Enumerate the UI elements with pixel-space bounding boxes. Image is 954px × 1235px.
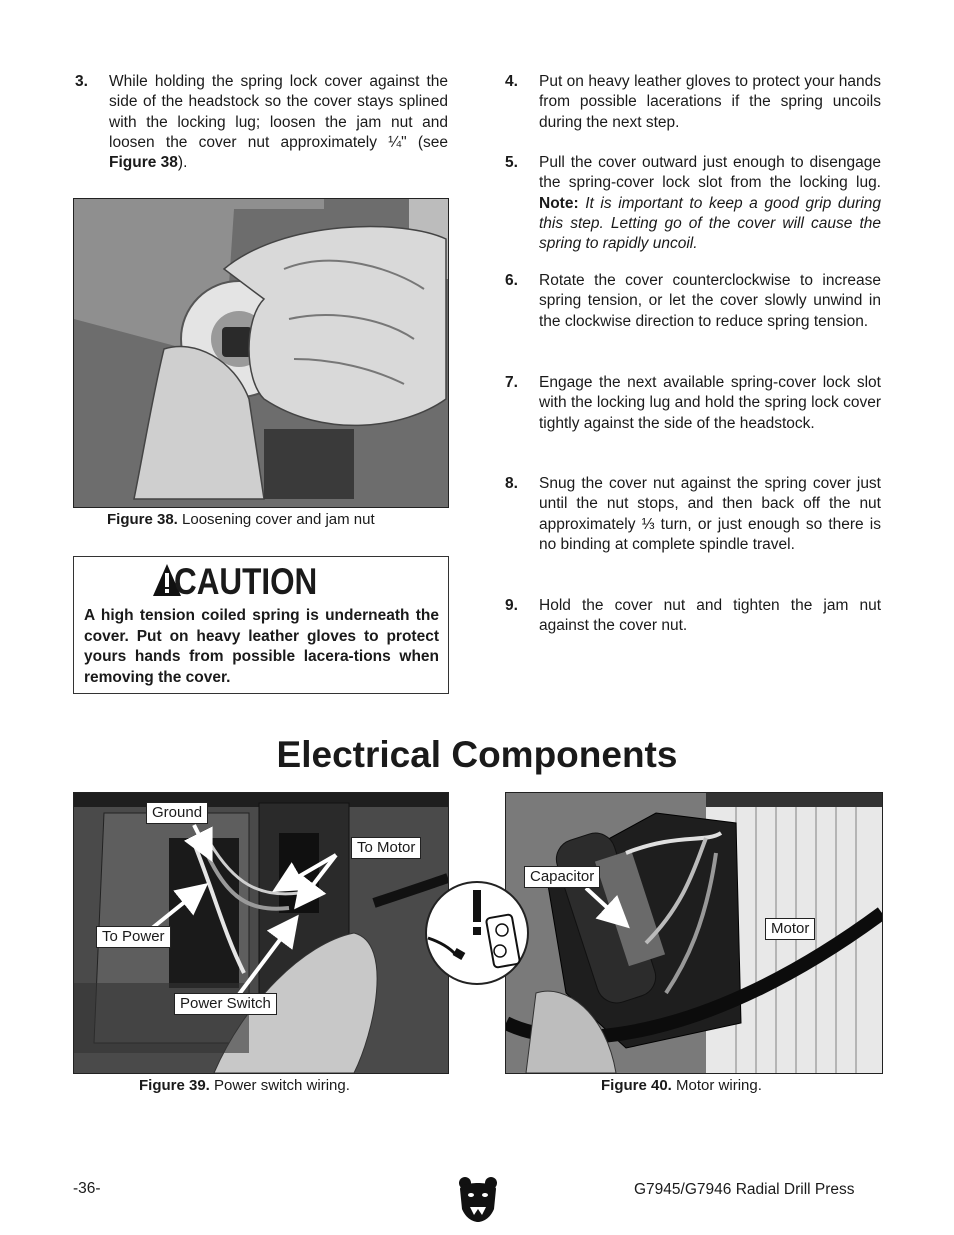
loosening-cover-illustration [74, 199, 448, 507]
step-text: Snug the cover nut against the spring cover just until the nut stops, and then back off the nut approximately ⅓ turn, or just enough so there is no binding at complete spindle travel. [539, 475, 881, 553]
step-9 [505, 596, 881, 638]
step-text: Hold the cover nut and tighten the jam nut against the cover nut. [539, 597, 881, 635]
callout-power-switch: Power Switch [174, 993, 277, 1015]
caution-title: CAUTION [174, 561, 318, 602]
callout-to-motor: To Motor [351, 837, 421, 859]
callout-arrows [506, 793, 882, 1073]
step-number: 7. [505, 374, 518, 391]
step-6 [505, 271, 881, 353]
step-number: 8. [505, 475, 518, 492]
section-heading: Electrical Components [276, 734, 678, 775]
figure-40-photo [505, 792, 883, 1074]
bear-logo-icon [456, 1175, 500, 1223]
step-text: Engage the next available spring-cover lock slot with the locking lug and hold the spring lock cover tightly against the side of the headstock. [539, 374, 881, 432]
step-number: 4. [505, 73, 518, 90]
callout-to-power: To Power [96, 926, 171, 948]
step-number: 3. [75, 73, 88, 90]
step-text: Pull the cover outward just enough to disengage the spring-cover lock slot from the locking lug. Note: It is important to keep a good grip during this step. Letting go of the cover will cause the spring to rapidly uncoil. [539, 154, 881, 253]
callout-capacitor: Capacitor [524, 866, 600, 888]
callout-motor: Motor [765, 918, 815, 940]
step-text: While holding the spring lock cover against the side of the headstock so the cover stays splined with the locking lug; loosen the jam nut and loosen the cover nut approximately ¼" (see Figure 38). [109, 73, 448, 172]
step-3 [75, 72, 448, 177]
figure-39-caption: Figure 39. Power switch wiring. [139, 1077, 350, 1094]
caution-box [73, 556, 449, 694]
unplug-warning-icon [424, 880, 530, 986]
figure-38-caption: Figure 38. Loosening cover and jam nut [107, 511, 375, 528]
step-number: 6. [505, 272, 518, 289]
step-number: 5. [505, 154, 518, 171]
step-8 [505, 474, 881, 576]
caution-text: A high tension coiled spring is underneath the cover. Put on heavy leather gloves to protect yours hands from possible lacera-tions when removing the cover. [84, 607, 439, 686]
callout-ground: Ground [146, 802, 208, 824]
figure-40-caption: Figure 40. Motor wiring. [601, 1077, 762, 1094]
step-text: Put on heavy leather gloves to protect your hands from possible lacerations if the spring uncoils during the next step. [539, 73, 881, 131]
step-5 [505, 153, 881, 255]
step-number: 9. [505, 597, 518, 614]
page-number: -36- [73, 1180, 101, 1197]
model-title: G7945/G7946 Radial Drill Press [634, 1181, 855, 1198]
step-7 [505, 373, 881, 455]
figure-38-photo [73, 198, 449, 508]
step-text: Rotate the cover counterclockwise to increase spring tension, or let the cover slowly unwind in the clockwise direction to reduce spring tension. [539, 272, 881, 330]
step-4 [505, 72, 881, 134]
